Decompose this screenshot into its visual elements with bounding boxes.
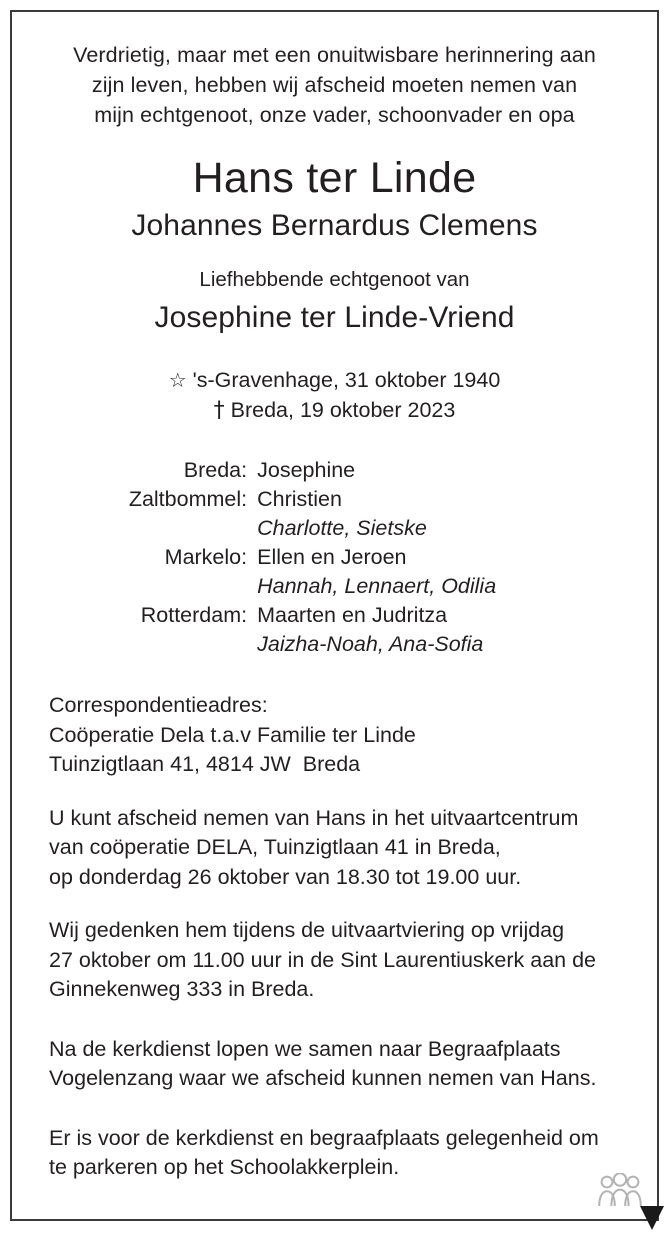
family-names: Josephine: [257, 458, 356, 482]
parking-line-1: Er is voor de kerkdienst en begraafplaats gelegenheid om: [49, 1125, 599, 1150]
family-names: Charlotte, Sietske: [257, 516, 427, 540]
intro-text: [38, 40, 631, 130]
family-names: Hannah, Lennaert, Odilia: [257, 574, 497, 598]
death-text: Breda, 19 oktober 2023: [230, 398, 456, 422]
family-row: [129, 630, 496, 659]
family-row: [129, 601, 496, 630]
family-names: Jaizha-Noah, Ana-Sofia: [257, 632, 484, 656]
down-triangle-marker-icon: [637, 1200, 667, 1236]
notice-border-frame: [10, 10, 659, 1221]
service-block: [49, 916, 631, 1005]
birth-text: 's-Gravenhage, 31 oktober 1940: [192, 368, 501, 392]
parking-line-2: te parkeren op het Schoolakkerplein.: [49, 1155, 400, 1179]
life-dates: [38, 365, 631, 426]
birth-line: [38, 365, 631, 395]
deceased-display-name: Hans ter Linde: [192, 154, 477, 202]
family-row: [129, 485, 496, 514]
family-city: Zaltbommel:: [128, 487, 248, 511]
correspondence-line-2: Tuinzigtlaan 41, 4814 JW Breda: [49, 752, 361, 776]
family-city: [129, 514, 257, 543]
family-city: Rotterdam:: [140, 603, 248, 627]
cross-dagger-icon: †: [213, 398, 225, 423]
notice-content: [12, 12, 657, 1219]
correspondence-line-1: Coöperatie Dela t.a.v Familie ter Linde: [49, 722, 416, 747]
family-names: Christien: [257, 487, 342, 511]
family-names: Maarten en Judritza: [257, 603, 448, 627]
burial-line-1: Na de kerkdienst lopen we samen naar Begraafplaats: [49, 1036, 561, 1061]
spouse-name: Josephine ter Linde-Vriend: [154, 301, 515, 334]
family-city: Breda:: [183, 458, 248, 482]
spouse-label: Liefhebbende echtgenoot van: [199, 268, 470, 291]
intro-line-1: Verdrietig, maar met een onuitwisbare herinnering aan: [73, 43, 596, 67]
family-city: [129, 630, 257, 659]
correspondence-block: [49, 691, 631, 780]
family-row: [129, 514, 496, 543]
family-row: [129, 572, 496, 601]
death-line: [38, 395, 631, 426]
family-names: Ellen en Jeroen: [257, 545, 407, 569]
visitation-block: [49, 804, 631, 893]
burial-line-2: Vogelenzang waar we afscheid kunnen nemen van Hans.: [49, 1066, 597, 1090]
visitation-line-2: van coöperatie DELA, Tuinzigtlaan 41 in Breda,: [49, 835, 501, 859]
family-city: Markelo:: [164, 545, 248, 569]
service-line-2: 27 oktober om 11.00 uur in de Sint Laurentiuskerk aan de: [49, 947, 597, 972]
family-city: [129, 572, 257, 601]
visitation-line-1: U kunt afscheid nemen van Hans in het uitvaartcentrum: [49, 805, 579, 830]
visitation-line-3: op donderdag 26 oktober van 18.30 tot 19.00 uur.: [49, 864, 522, 889]
intro-line-3: mijn echtgenoot, onze vader, schoonvader en opa: [94, 103, 575, 127]
intro-line-2: zijn leven, hebben wij afscheid moeten nemen van: [91, 73, 578, 97]
service-line-3: Ginnekenweg 333 in Breda.: [49, 977, 315, 1001]
deceased-full-name: Johannes Bernardus Clemens: [131, 209, 538, 242]
star-icon: ☆: [168, 368, 187, 392]
family-list: [129, 456, 496, 659]
correspondence-heading: Correspondentieadres:: [49, 693, 268, 717]
burial-block: [49, 1035, 631, 1094]
family-row: [129, 543, 496, 572]
service-line-1: Wij gedenken hem tijdens de uitvaartviering op vrijdag: [49, 918, 565, 942]
parking-block: [49, 1124, 631, 1183]
body-block: [38, 691, 631, 1183]
family-row: [129, 456, 496, 485]
